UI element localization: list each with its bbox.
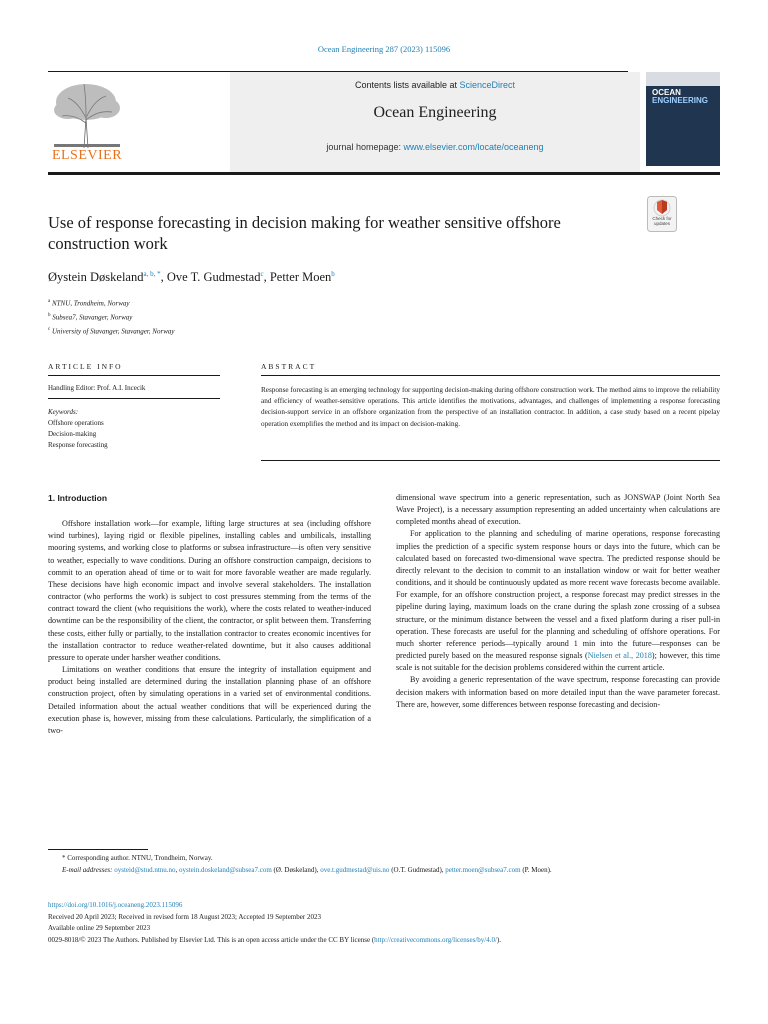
keyword-item: Offshore operations xyxy=(48,419,104,427)
author-2[interactable] xyxy=(161,270,264,284)
abstract-text: Response forecasting is an emerging technology for supporting decision-making during offshore construction work. The method aims to improve the reliability and efficiency of weather-sensitive operations. This article identifies the motivations, advantages, and challenges of implementing a response forecasting decision-support service in an offshore organization from the perspective of an installation contractor. In addition, a case study based on a recent pipelay operation exemplifies the method and its impact on decision-making. xyxy=(261,386,720,428)
body-paragraph: Offshore installation work—for example, lifting large structures at sea (including offshore wind turbines), laying rigid or flexible pipelines, installing cables and umbilicals, installing mooring systems, and working close to platforms or subsea infrastructure—is often very sensitive to weather, especially to wave conditions. During an offshore construction campaign, decisions to commit to an operation ahead of time or to wait for more favorable weather are made regularly. These decisions have high economic impact and involve several stakeholders. The installation contractor (who performs the work) is subject to cost pressures stemming from the terms of the contract toward the client (who requisitions the work), where the costs related to weather-induced downtime can be the responsibility of the client, the contractor, or split between them. Transferring these costs, either fully or partially, to the installation contractor to creates economic incentives for the installation contractor to reduce weather-related downtime, but it also causes additional pressure to operate under harsher weather conditions. xyxy=(48,519,371,662)
footnotes xyxy=(48,853,720,876)
author-list xyxy=(48,270,335,285)
reference-link[interactable]: Nielsen et al., 2018 xyxy=(587,651,652,661)
cover-title-line-2: ENGINEERING xyxy=(652,96,709,105)
keywords-block xyxy=(48,407,108,451)
affiliation-b-mark: b xyxy=(48,312,51,318)
elsevier-tree-icon xyxy=(48,78,126,150)
affiliation-a-mark: a xyxy=(48,299,51,304)
handling-editor: Handling Editor: Prof. A.I. Incecik xyxy=(48,384,146,392)
contents-line xyxy=(230,80,640,90)
journal-name: Ocean Engineering xyxy=(373,104,497,121)
body-paragraph: dimensional wave spectrum into a generic representation, such as JONSWAP (Joint North Sea Wave Project), is a necessary assumption representing an added uncertainty when calculations are completed months ahead of execution. xyxy=(396,493,720,527)
email-owner: (Ø. Døskeland), xyxy=(271,865,321,874)
email-link[interactable]: oysteid@stud.ntnu.no xyxy=(114,865,176,874)
author-2-affil[interactable]: c xyxy=(260,270,264,278)
elsevier-logo[interactable] xyxy=(48,78,126,168)
affiliation-c-text: University of Stavanger, Stavanger, Norway xyxy=(51,326,175,335)
journal-banner xyxy=(230,72,640,172)
body-text: ); however, this time scale is not suitable for the decision problems considered within the current article. xyxy=(396,651,720,673)
affiliation-a xyxy=(48,296,174,310)
author-1[interactable] xyxy=(48,270,161,284)
cover-title xyxy=(652,89,708,105)
homepage-line xyxy=(230,142,640,152)
affiliation-a-text: NTNU, Trondheim, Norway xyxy=(51,299,130,308)
footnote-rule xyxy=(48,849,148,850)
email-link[interactable]: ove.t.gudmestad@uis.no xyxy=(320,865,390,874)
license-link[interactable]: http://creativecommons.org/licenses/by/4.0/ xyxy=(374,935,497,944)
available-online: Available online 29 September 2023 xyxy=(48,924,151,932)
keyword-item: Response forecasting xyxy=(48,441,108,449)
sciencedirect-link[interactable]: ScienceDirect xyxy=(459,80,516,90)
journal-header xyxy=(48,72,720,172)
publication-info xyxy=(48,900,720,946)
keywords-label: Keywords: xyxy=(48,408,79,416)
section-heading-introduction: 1. Introduction xyxy=(48,493,108,503)
email-owner: (O.T. Gudmestad), xyxy=(389,865,446,874)
corresponding-author-note: * Corresponding author. NTNU, Trondheim, Norway. xyxy=(62,854,213,862)
abstract-heading: ABSTRACT xyxy=(261,362,317,371)
elsevier-wordmark: ELSEVIER xyxy=(51,148,123,163)
journal-cover[interactable] xyxy=(646,72,720,166)
homepage-link[interactable]: www.elsevier.com/locate/oceaneng xyxy=(403,142,544,152)
email-link[interactable]: petter.moen@subsea7.com xyxy=(445,865,521,874)
body-paragraph: Limitations on weather conditions that ensure the integrity of installation equipment and product being installed are determined during the installation planning phase of an offshore construction project, often by simulating operations in a varied set of environmental conditions. Detailed information about the actual weather conditions that will be experienced during the execution phase is, however, missing from these calculations. Particularly, the simplification of a two- xyxy=(48,665,371,735)
check-for-updates-badge[interactable] xyxy=(647,196,677,232)
email-owner: (P. Moen). xyxy=(520,865,552,874)
article-title: Use of response forecasting in decision making for weather sensitive offshore construction work xyxy=(48,213,561,253)
author-3-name: , Petter Moen xyxy=(263,270,332,285)
keyword-item: Decision-making xyxy=(48,430,97,438)
email-label: E-mail addresses: xyxy=(62,865,115,874)
check-updates-icon xyxy=(647,196,677,232)
body-text: For application to the planning and scheduling of marine operations, response forecasting implies the prediction of a specific system response hours or days into the future, which can be calculated based on forecasted two-dimensional wave spectra. The predicted response should be directly relevant to the decision to commit to an installation window or wait for better weather conditions, and it should be continuously updated as more recent wave forecasts become available. For example, for an offshore construction project, a response forecast may predict stresses in the pipeline during laying, maximum loads on the crane during the splash zone crossing of a subsea structure, or the minimum distance between the vessel and a fixed platform during a riser pull-in operation. These forecasts are useful for the planning and scheduling of offshore operations. For much shorter reference periods—typically around 1 min into the future—responses can be predicted purely based on the measured response signals ( xyxy=(396,529,720,661)
article-info-rule xyxy=(48,375,220,376)
body-column-2 xyxy=(396,492,720,711)
handling-editor-rule xyxy=(48,398,220,399)
body-paragraph: By avoiding a generic representation of the wave spectrum, response forecasting can provide decision makers with information based on more detailed input than the wave parameter forecast. There are, however, some differences between response forecasting and decision- xyxy=(396,675,720,709)
affiliation-b-text: Subsea7, Stavanger, Norway xyxy=(52,313,133,322)
abstract-rule xyxy=(261,375,720,376)
abstract-bottom-rule xyxy=(261,460,720,461)
license-line xyxy=(48,935,720,947)
affiliations xyxy=(48,296,174,337)
header-bottom-rule xyxy=(48,172,720,175)
affiliation-b xyxy=(48,310,174,324)
author-1-affil[interactable]: a, b, * xyxy=(143,270,161,278)
homepage-prefix: journal homepage: xyxy=(326,142,404,152)
received-dates: Received 20 April 2023; Received in revised form 18 August 2023; Accepted 19 September 2023 xyxy=(48,912,321,921)
badge-text: Check for updates xyxy=(652,216,672,226)
license-suffix: ). xyxy=(496,935,502,944)
email-link[interactable]: oystein.doskeland@subsea7.com xyxy=(179,865,272,874)
author-3[interactable] xyxy=(264,270,335,284)
cover-band xyxy=(646,72,720,86)
author-1-name: Øystein Døskeland xyxy=(48,270,144,285)
cover-title-line-1: OCEAN xyxy=(652,88,681,97)
affiliation-c-mark: c xyxy=(48,326,51,332)
email-addresses: E-mail addresses: oysteid@stud.ntnu.no, oystein.doskeland@subsea7.com (Ø. Døskeland), ove.t.gudmestad@uis.no (O.T. Gudmestad), petter.moen@subsea7.com (P. Moen). xyxy=(62,865,552,874)
body-column-1 xyxy=(48,492,371,737)
journal-citation[interactable]: Ocean Engineering 287 (2023) 115096 xyxy=(317,44,451,54)
article-info-heading: ARTICLE INFO xyxy=(48,362,123,371)
author-2-name: , Ove T. Gudmestad xyxy=(160,270,261,285)
affiliation-c xyxy=(48,324,174,338)
doi-link[interactable]: https://doi.org/10.1016/j.oceaneng.2023.115096 xyxy=(48,901,183,909)
license-text: 0029-8018/© 2023 The Authors. Published by Elsevier Ltd. This is an open access article under the CC BY license ( xyxy=(48,935,375,944)
contents-prefix: Contents lists available at xyxy=(354,80,460,90)
body-paragraph xyxy=(396,528,720,674)
author-3-affil[interactable]: b xyxy=(331,270,335,278)
